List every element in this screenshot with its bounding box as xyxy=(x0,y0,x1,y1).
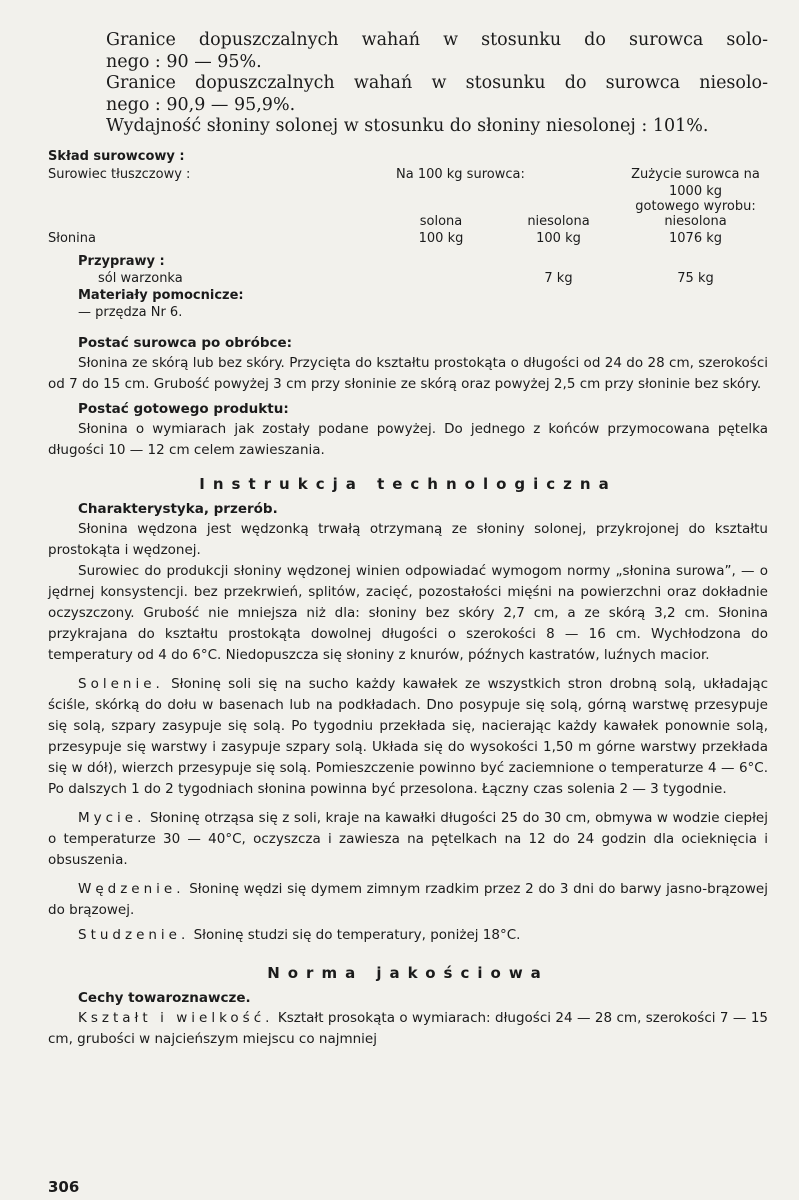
smoking-paragraph xyxy=(48,879,768,921)
intro-block xyxy=(106,30,768,138)
salting-label: Solenie. xyxy=(78,675,164,692)
spices-title: Przyprawy : xyxy=(78,253,165,269)
cooling-paragraph xyxy=(48,925,768,946)
intro-line: nego : 90,9 — 95,9%. xyxy=(106,94,296,115)
washing-text: Słoninę otrząsa się z soli, kraje na kawałki długości 25 do 30 cm, obmywa w wodzie ciepłej o temperaturze 30 — 40°C, oczyszcza i zawiesza na pętelkach na 12 do 24 godzin dla ocieknięcia i obsuszenia. xyxy=(48,809,768,868)
washing-paragraph xyxy=(48,808,768,871)
salting-text: Słoninę soli się na sucho każdy kawałek ze wszystkich stron drobną solą, układając ściśle, skórką do dołu w basenach lub na podkładach. Dno posypuje się solą, górną warstwę przesypuje się solą, szpary zasypuje się solą. Po tygodniu przekłada się, nacierając każdy kawałek ponownie solą, przesypuje się warstwy i zasypuje szpary solą. Układa się do wysokości 1,50 m górne warstwy przekłada się w dół), wierzch przesypuje się solą. Pomieszczenie powinno być zaciemnione o temperaturze 4 — 6°C. Po dalszych 1 do 2 tygodniach słonina powinna być przesolona. Łączny czas solenia 2 — 3 tygodnie. xyxy=(48,675,768,797)
col-header-per100: Na 100 kg surowca: xyxy=(396,166,525,182)
characteristics-title: Charakterystyka, przerób. xyxy=(78,500,278,517)
quality-heading: Norma jakościowa xyxy=(267,963,549,982)
document-page xyxy=(48,30,768,1050)
row-niesolona: 7 kg xyxy=(544,270,573,286)
shape-paragraph xyxy=(48,1008,768,1050)
col-header-usage-b: gotowego wyrobu: xyxy=(635,198,756,214)
product-form-text: Słonina o wymiarach jak zostały podane powyżej. Do jednego z końców przymocowana pętelka długości 10 — 12 cm celem zawieszania. xyxy=(48,420,768,458)
shape-label: Kształt i wielkość. xyxy=(78,1009,274,1026)
row-solona: 100 kg xyxy=(418,230,464,246)
intro-line: Granice dopuszczalnych wahań w stosunku do surowca solo- xyxy=(106,30,768,50)
salting-paragraph xyxy=(48,674,768,800)
row-usage: 75 kg xyxy=(677,270,714,286)
product-form-title: Postać gotowego produktu: xyxy=(78,400,289,417)
row-usage: 1076 kg xyxy=(669,230,722,246)
intro-line: nego : 90 — 95%. xyxy=(106,51,262,72)
features-title: Cechy towaroznawcze. xyxy=(78,989,251,1006)
page-number: 306 xyxy=(48,1178,80,1196)
composition-title: Skład surowcowy : xyxy=(48,148,185,164)
row-niesolona: 100 kg xyxy=(536,230,581,246)
smoking-text: Słoninę wędzi się dymem zimnym rzadkim przez 2 do 3 dni do barwy jasno-brązowej do brązowej. xyxy=(48,880,768,918)
cooling-text: Słoninę studzi się do temperatury, poniżej 18°C. xyxy=(193,926,521,943)
subheader-niesolona-usage: niesolona xyxy=(664,213,727,229)
row-name: sól warzonka xyxy=(98,270,183,286)
composition-table xyxy=(48,166,770,321)
subheader-solona: solona xyxy=(419,213,463,229)
smoking-label: Wędzenie. xyxy=(78,880,185,897)
col-header-raw: Surowiec tłuszczowy : xyxy=(48,166,191,182)
aux-item: — przędza Nr 6. xyxy=(78,304,183,320)
raw-form-title: Postać surowca po obróbce: xyxy=(78,334,293,351)
intro-line: Granice dopuszczalnych wahań w stosunku do surowca niesolo- xyxy=(106,73,768,93)
washing-label: Mycie. xyxy=(78,809,146,826)
instruction-heading: Instrukcja technologiczna xyxy=(199,474,617,493)
raw-form-text: Słonina ze skórą lub bez skóry. Przycięta do kształtu prostokąta o długości od 24 do 28 cm, szerokości od 7 do 15 cm. Grubość powyżej 3 cm przy słoninie ze skórą oraz powyżej 2,5 cm przy słoninie bez skóry. xyxy=(48,354,768,392)
col-header-usage: Zużycie surowca na 1000 kg xyxy=(631,166,760,199)
intro-line: Wydajność słoniny solonej w stosunku do słoniny niesolonej : 101%. xyxy=(106,116,709,136)
characteristics-p1: Słonina wędzona jest wędzonką trwałą otrzymaną ze słoniny solonej, przykrojonej do kształtu prostokąta i wędzonej. xyxy=(48,520,768,558)
characteristics-p2: Surowiec do produkcji słoniny wędzonej winien odpowiadać wymogom normy „słonina surowa”, — o jędrnej konsystencji. bez przekrwień, splitów, zacięć, pozostałości mięśni na powierzchni oraz dokładnie oczyszczony. Grubość nie mniejsza niż dla: słoniny bez skóry 2,7 cm, a ze skórą 3,2 cm. Słonina przykrajana do kształtu prostokąta dowolnej długości o szerokości 8 — 16 cm. Wychłodzona do temperatury od 4 do 6°C. Niedopuszcza się słoniny z knurów, późnych kastratów, luźnych macior. xyxy=(48,562,768,663)
shape-text: Kształt prosokąta o wymiarach: długości 24 — 28 cm, szerokości 7 — 15 cm, grubości w najcieńszym miejscu co najmniej xyxy=(48,1009,768,1047)
subheader-niesolona: niesolona xyxy=(527,213,590,229)
row-name: Słonina xyxy=(48,230,96,246)
aux-title: Materiały pomocnicze: xyxy=(78,287,244,303)
cooling-label: Studzenie. xyxy=(78,926,190,943)
